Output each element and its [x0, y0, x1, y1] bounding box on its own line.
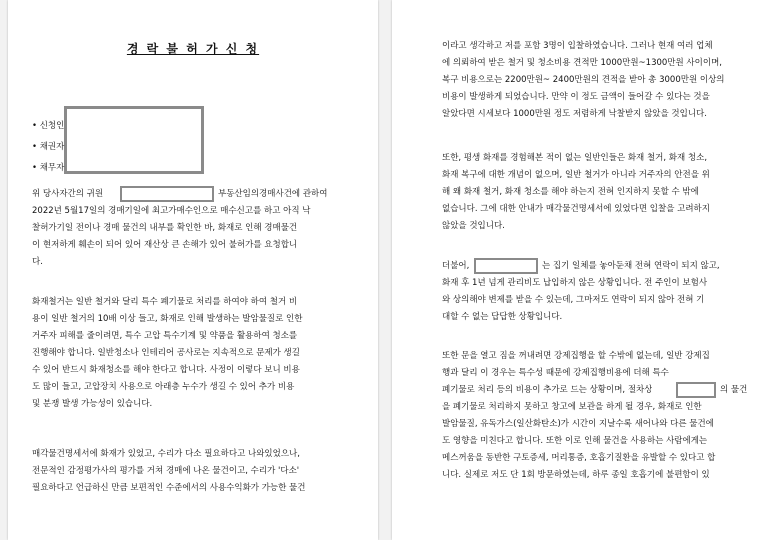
text-line: 의 물건 — [720, 385, 748, 395]
text-line: 알았다면 시세보다 1000만원 정도 저렴하게 낙찰받지 않았을 것입니다. — [442, 109, 707, 119]
text-line: 용이 일반 철거의 10배 이상 들고, 화재로 인해 발생하는 발암물질로 인한 — [32, 314, 303, 324]
text-line: 화재 복구에 대한 개념이 없으며, 일반 철거가 아니라 거주자의 안전을 위 — [442, 170, 710, 180]
paragraph-r4-b — [442, 399, 762, 484]
text-line: 화재 후 1년 넘게 관리비도 납입하지 않은 상황입니다. 전 주인이 보험사 — [442, 278, 708, 288]
text-line: 을 폐기물로 처리하지 못하고 창고에 보관을 하게 될 경우, 화재로 인한 — [442, 402, 702, 412]
text-line: 행과 달리 이 경우는 특수성 때문에 강제집행비용에 더해 특수 — [442, 368, 669, 378]
text-line: 발암물질, 유독가스(일산화탄소)가 시간이 지날수록 새어나와 다른 물건에 — [442, 419, 714, 429]
text-line: 거주자 피해를 줄이려면, 특수 고압 특수기계 및 약품을 활용하여 청소를 — [32, 331, 298, 341]
paragraph-r1 — [442, 38, 762, 123]
paragraph-r4-line3-prefix — [442, 382, 652, 399]
text-line: 다. — [32, 257, 43, 267]
paragraph-1-tail — [218, 186, 327, 203]
party-list — [32, 116, 64, 179]
text-line: 화재철거는 일반 철거와 달리 특수 폐기물로 처리를 하여야 하여 철거 비 — [32, 297, 298, 307]
text-line: 니다. 실제로 저도 단 1회 방문하였는데, 하루 종일 호흡기에 불편함이 있 — [442, 470, 710, 480]
text-line: 와 상의해야 변제를 받을 수 있는데, 그마저도 연락이 되지 않아 전혀 기 — [442, 295, 705, 305]
text-line: 비용이 발생하게 되었습니다. 만약 이 정도 금액이 들어갈 수 있다는 것을 — [442, 92, 710, 102]
paragraph-r3-first — [442, 258, 469, 275]
text-line: 진행해야 합니다. 일반청소나 인테리어 공사로는 지속적으로 문제가 생길 — [32, 348, 300, 358]
text-line: 위 당사자간의 귀원 — [32, 189, 104, 199]
text-line: 2022년 5월17일의 경매기일에 최고가매수인으로 매수신고를 하고 아직 낙 — [32, 206, 311, 216]
paragraph-r4-line3-suffix — [720, 382, 747, 399]
document-page-left — [8, 0, 378, 540]
text-line: 이 현저하게 훼손이 되어 있어 재산상 큰 손해가 있어 불허가를 요청합니 — [32, 240, 298, 250]
text-line: 필요하다고 언급하신 만큼 보편적인 수준에서의 사용수익화가 가능한 물건 — [32, 483, 306, 493]
text-line: 매각물건명세서에 화재가 있었고, 수리가 다소 필요하다고 나와있었으나, — [32, 449, 300, 459]
paragraph-r3 — [442, 275, 762, 326]
paragraph-r3-first-suffix — [542, 258, 720, 275]
text-line: 는 집기 일체를 놓아둔채 전혀 연락이 되지 않고, — [542, 261, 720, 271]
text-line: 찰허가기일 전이나 경매 물건의 내부를 확인한 바, 화재로 인해 경매물건 — [32, 223, 298, 233]
text-line: 대할 수 없는 답답한 상황입니다. — [442, 312, 563, 322]
text-line: 메스꺼움을 동반한 구토증세, 머리통증, 호흡기질환을 유발할 수 있다고 합 — [442, 453, 716, 463]
text-line: 도 영향을 미친다고 합니다. 또한 이로 인해 물건을 사용하는 사람에게는 — [442, 436, 708, 446]
document-page-right — [392, 0, 773, 540]
paragraph-2 — [32, 294, 352, 413]
text-line: 없습니다. 그에 대한 안내가 매각물건명세서에 있었다면 입찰을 고려하지 — [442, 204, 710, 214]
text-line: 또한 문을 열고 짐을 꺼내려면 강제집행을 할 수밖에 없는데, 일반 강제집 — [442, 351, 710, 361]
text-line: 부동산임의경매사건에 관하여 — [218, 189, 328, 199]
text-line: 폐기물로 처리 등의 비용이 추가로 드는 상황이며, 절차상 — [442, 385, 653, 395]
paragraph-r4-a — [442, 348, 762, 382]
text-line: 에 의뢰하여 받은 철거 및 청소비용 견적만 1000만원~1300만원 사이이며, — [442, 58, 722, 68]
text-line: 수 있어 반드시 화재청소를 해야 한다고 합니다. 사정이 이렇다 보니 비용 — [32, 365, 300, 375]
bullet-applicant: • 신청인 — [32, 121, 65, 131]
text-line: 않았을 것입니다. — [442, 221, 505, 231]
text-line: 해 왜 화재 철거, 화재 청소를 해야 하는지 전혀 인지하지 못할 수 밖에 — [442, 187, 699, 197]
redaction-inline-case — [120, 186, 214, 202]
paragraph-r2 — [442, 150, 762, 235]
redaction-inline-name — [474, 258, 538, 274]
text-line: 및 분쟁 발생 가능성이 있습니다. — [32, 399, 153, 409]
text-line: 또한, 평생 화재를 경험해본 적이 없는 일반인들은 화재 철거, 화재 청소, — [442, 153, 708, 163]
document-title: 경 락 불 허 가 신 청 — [126, 42, 260, 56]
redaction-box-parties — [64, 106, 204, 174]
redaction-inline-owner — [676, 382, 716, 398]
text-line: 전문적인 감정평가사의 평가를 거쳐 경매에 나온 물건이고, 수리가 '다소' — [32, 466, 300, 476]
bullet-creditor: • 채권자 — [32, 142, 65, 152]
text-line: 도 많이 들고, 고압장치 사용으로 아래층 누수가 생길 수 있어 추가 비용 — [32, 382, 295, 392]
bullet-debtor: • 채무자 — [32, 163, 65, 173]
text-line: 더불어, — [442, 261, 470, 271]
text-line: 복구 비용으로는 2200만원~ 2400만원의 견적을 받아 총 3000만원 이상의 — [442, 75, 725, 85]
paragraph-3 — [32, 446, 352, 497]
text-line: 이라고 생각하고 저를 포함 3명이 입찰하였습니다. 그러나 현재 여러 업체 — [442, 41, 713, 51]
